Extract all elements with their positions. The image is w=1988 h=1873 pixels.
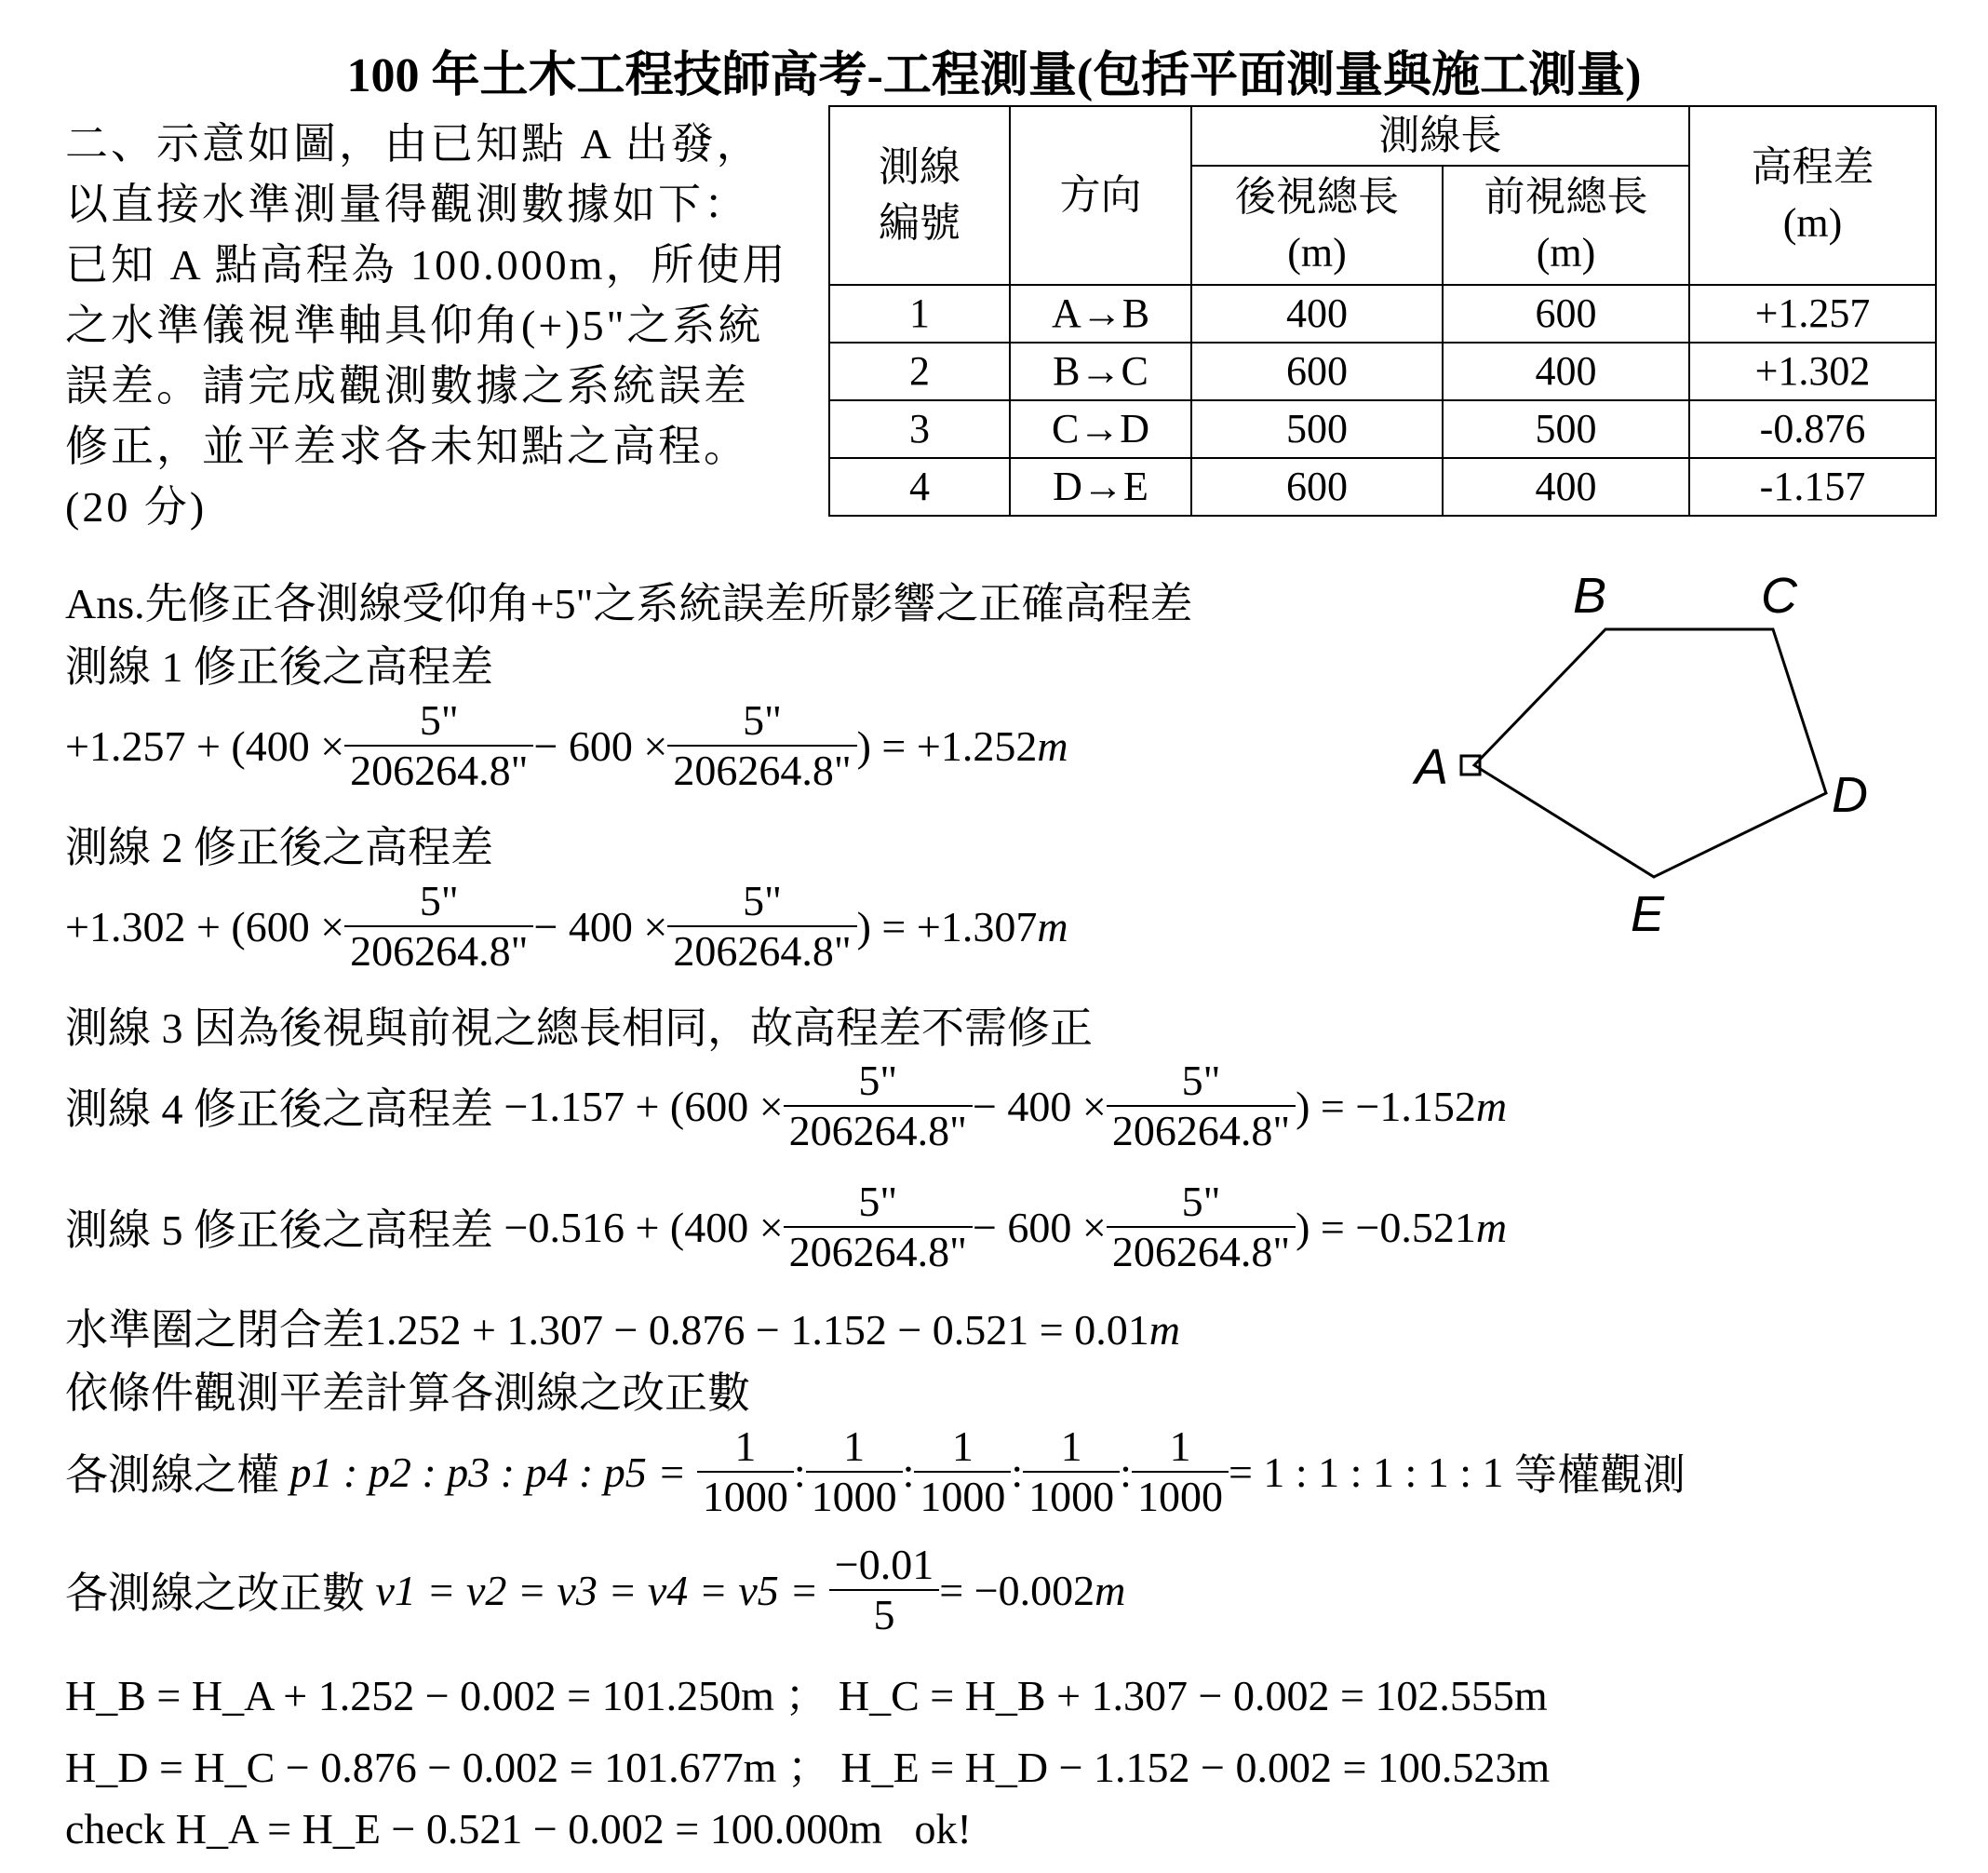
separator: ；	[785, 1672, 828, 1719]
line2-title: 測線 2 修正後之高程差	[65, 824, 493, 871]
header-line-no	[829, 106, 1010, 285]
fraction	[667, 696, 856, 795]
heights-row-2	[65, 1733, 1550, 1795]
eq-part: +1.302 + (600 ×	[65, 902, 345, 950]
closure-label: 水準圈之閉合差	[65, 1306, 365, 1354]
frac-den: 1000	[697, 1471, 794, 1521]
cell-dir: D→E	[1010, 458, 1191, 516]
correction-rhs: = −0.002	[939, 1566, 1095, 1614]
eq-part: − 400 ×	[533, 902, 668, 950]
question-line: (20 分)	[65, 483, 208, 531]
question-line: 誤差。請完成觀測數據之系統誤差	[65, 362, 749, 410]
frac-num: 5"	[419, 877, 459, 924]
point-label-c: C	[1761, 568, 1797, 624]
line3-text: 測線 3 因為後視與前視之總長相同，故高程差不需修正	[65, 1004, 1093, 1052]
check-equation: check H_A = H_E − 0.521 − 0.002 = 100.000m	[65, 1805, 883, 1853]
eq-part: ) = +1.307	[856, 902, 1038, 950]
unit-m: m	[1475, 1203, 1508, 1251]
fraction	[344, 877, 533, 976]
header-foresight-text: 前視總長	[1484, 174, 1648, 220]
header-length-group: 測線長	[1191, 106, 1689, 166]
eq-part: −0.516 + (400 ×	[504, 1203, 784, 1251]
table-row	[829, 285, 1936, 343]
frac-num: 1	[1060, 1422, 1082, 1470]
fraction	[1107, 1057, 1296, 1155]
cell-dir: B→C	[1010, 343, 1191, 400]
fraction	[806, 1422, 903, 1521]
fraction	[784, 1057, 973, 1155]
height-hc: H_C = H_B + 1.307 − 0.002 = 102.555m	[838, 1672, 1548, 1719]
eq-part: − 400 ×	[972, 1082, 1107, 1130]
cell-dh: +1.257	[1689, 285, 1936, 343]
frac-den: 5	[829, 1589, 939, 1639]
frac-num: 5"	[1181, 1057, 1221, 1104]
eq-part: −1.157 + (600 ×	[504, 1082, 784, 1130]
correction-equation	[65, 1541, 1125, 1639]
header-line-no-text: 測線	[879, 144, 960, 190]
frac-den: 206264.8"	[667, 925, 856, 976]
correction-label: 各測線之改正數	[65, 1570, 365, 1617]
unit-m: m	[1037, 721, 1068, 770]
answer-intro: Ans.先修正各測線受仰角+5"之系統誤差所影響之正確高程差	[65, 580, 1193, 627]
cell-bs: 400	[1191, 285, 1443, 343]
fraction	[344, 696, 533, 795]
line4-equation	[65, 1057, 1507, 1155]
frac-den: 206264.8"	[1107, 1226, 1296, 1276]
loop-polygon	[1474, 629, 1826, 877]
question-line: 二、示意如圖，由已知點 A 出發，	[65, 120, 762, 168]
frac-num: 1	[843, 1422, 866, 1470]
cell-fs: 600	[1443, 285, 1689, 343]
cell-dir: A→B	[1010, 285, 1191, 343]
header-foresight	[1443, 166, 1689, 285]
line4-label: 測線 4 修正後之高程差	[65, 1085, 493, 1133]
frac-num: −0.01	[834, 1541, 934, 1588]
line5-label: 測線 5 修正後之高程差	[65, 1206, 493, 1254]
frac-num: 1	[1169, 1422, 1191, 1470]
frac-den: 206264.8"	[784, 1105, 973, 1155]
fraction	[914, 1422, 1011, 1521]
eq-part: − 600 ×	[533, 721, 668, 770]
cell-fs: 500	[1443, 400, 1689, 458]
eq-part: − 600 ×	[972, 1203, 1107, 1251]
weight-lhs: p1 : p2 : p3 : p4 : p5 =	[289, 1448, 687, 1496]
closure-line	[65, 1296, 1180, 1357]
frac-num: 1	[951, 1422, 974, 1470]
frac-den: 1000	[1023, 1471, 1120, 1521]
cell-bs: 600	[1191, 343, 1443, 400]
point-label-b: B	[1573, 568, 1607, 624]
frac-num: 5"	[858, 1178, 898, 1225]
cell-no: 3	[829, 400, 1010, 458]
line1-title: 測線 1 修正後之高程差	[65, 643, 493, 691]
weight-equation: 各測線之權 p1 : p2 : p3 : p4 : p5 = $\frac{1}{1000}$ : $\frac{1}{1000}$ : $\frac{1}{1000}$ : $\frac{1}{1000}$ : $\frac{1}{1000}$ = 1 : 1 : 1 : 1 : 1 等權觀測	[65, 1422, 1686, 1520]
header-backsight-text: 後視總長	[1235, 174, 1399, 220]
cell-no: 4	[829, 458, 1010, 516]
frac-num: 5"	[1181, 1178, 1221, 1225]
header-backsight-text: (m)	[1287, 230, 1347, 276]
question-line: 以直接水準測量得觀測數據如下：	[65, 181, 749, 228]
height-hd: H_D = H_C − 0.876 − 0.002 = 101.677m	[65, 1744, 777, 1791]
cell-dh: -1.157	[1689, 458, 1936, 516]
header-direction: 方向	[1010, 106, 1191, 285]
header-backsight	[1191, 166, 1443, 285]
header-elev-diff-text: 高程差	[1751, 144, 1874, 190]
level-loop-diagram	[1396, 559, 1868, 950]
fraction	[1107, 1178, 1296, 1276]
check-line	[65, 1804, 972, 1853]
table-row	[829, 400, 1936, 458]
frac-den: 206264.8"	[784, 1226, 973, 1276]
cell-no: 1	[829, 285, 1010, 343]
unit-m: m	[1095, 1566, 1126, 1614]
question-line: 之水準儀視準軸具仰角(+)5"之系統	[65, 302, 764, 349]
frac-den: 206264.8"	[344, 925, 533, 976]
header-foresight-text: (m)	[1536, 230, 1596, 276]
cell-no: 2	[829, 343, 1010, 400]
unit-m: m	[1148, 1306, 1180, 1354]
question-line: 已知 A 點高程為 100.000m，所使用	[65, 241, 788, 289]
frac-den: 1000	[1132, 1471, 1229, 1521]
header-elev-diff-text: (m)	[1782, 200, 1843, 246]
check-ok: ok!	[914, 1805, 972, 1853]
frac-den: 206264.8"	[667, 745, 856, 795]
fraction	[1132, 1422, 1229, 1521]
unit-m: m	[1475, 1082, 1508, 1130]
line2-equation	[65, 877, 1068, 976]
cell-fs: 400	[1443, 458, 1689, 516]
header-line-no-text: 編號	[879, 200, 960, 246]
weight-tail: 等權觀測	[1514, 1451, 1686, 1499]
fraction	[784, 1178, 973, 1276]
fraction	[697, 1422, 794, 1521]
cell-bs: 500	[1191, 400, 1443, 458]
weight-label: 各測線之權	[65, 1451, 279, 1499]
cell-bs: 600	[1191, 458, 1443, 516]
eq-part: ) = −1.152	[1296, 1082, 1476, 1130]
question-line: 修正，並平差求各未知點之高程。	[65, 423, 749, 470]
frac-num: 5"	[858, 1057, 898, 1104]
frac-num: 1	[734, 1422, 757, 1470]
table-row	[829, 458, 1936, 516]
frac-den: 1000	[914, 1471, 1011, 1521]
frac-den: 206264.8"	[344, 745, 533, 795]
header-elev-diff	[1689, 106, 1936, 285]
frac-den: 1000	[806, 1471, 903, 1521]
point-label-d: D	[1832, 767, 1868, 823]
point-label-e: E	[1631, 886, 1665, 942]
weight-rhs: = 1 : 1 : 1 : 1 : 1	[1228, 1448, 1504, 1496]
fraction	[829, 1541, 939, 1639]
unit-m: m	[1037, 902, 1068, 950]
correction-lhs: v1 = v2 = v3 = v4 = v5 =	[375, 1566, 819, 1614]
fraction	[667, 877, 856, 976]
heights-row-1	[65, 1662, 1548, 1723]
closure-equation: 1.252 + 1.307 − 0.876 − 1.152 − 0.521 = 0.01	[365, 1306, 1149, 1354]
separator: ；	[786, 1744, 830, 1791]
point-label-a: A	[1415, 739, 1449, 795]
cell-dh: -0.876	[1689, 400, 1936, 458]
eq-part: ) = +1.252	[856, 721, 1038, 770]
eq-part: ) = −0.521	[1296, 1203, 1476, 1251]
adjust-text: 依條件觀測平差計算各測線之改正數	[65, 1369, 750, 1417]
line1-equation	[65, 696, 1068, 795]
line5-equation	[65, 1178, 1507, 1276]
cell-fs: 400	[1443, 343, 1689, 400]
eq-part: +1.257 + (400 ×	[65, 721, 345, 770]
height-hb: H_B = H_A + 1.252 − 0.002 = 101.250m	[65, 1672, 774, 1719]
page-title: 100 年土木工程技師高考-工程測量(包括平面測量與施工測量)	[346, 49, 1642, 102]
table-row	[829, 343, 1936, 400]
cell-dir: C→D	[1010, 400, 1191, 458]
height-he: H_E = H_D − 1.152 − 0.002 = 100.523m	[840, 1744, 1551, 1791]
cell-dh: +1.302	[1689, 343, 1936, 400]
frac-num: 5"	[419, 696, 459, 744]
known-point-marker	[1461, 756, 1480, 775]
frac-num: 5"	[743, 877, 782, 924]
frac-num: 5"	[743, 696, 782, 744]
frac-den: 206264.8"	[1107, 1105, 1296, 1155]
fraction	[1023, 1422, 1120, 1521]
observation-table	[828, 105, 1937, 517]
